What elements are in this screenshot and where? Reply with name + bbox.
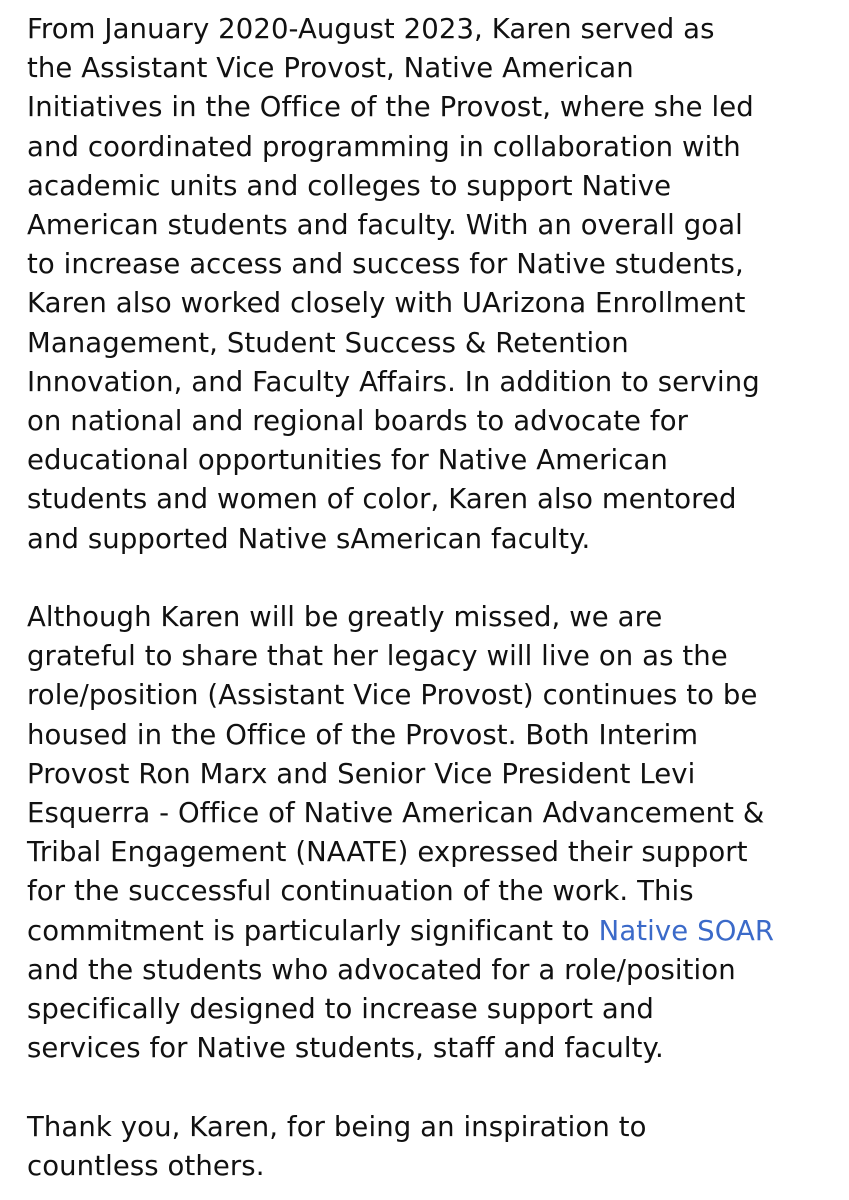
- paragraph-spacer: [27, 559, 837, 598]
- text-line: specifically designed to increase support and: [27, 993, 654, 1026]
- paragraph-spacer: [27, 1068, 837, 1107]
- text-line: grateful to share that her legacy will live on as the: [27, 640, 728, 673]
- text-line: housed in the Office of the Provost. Both Interim: [27, 718, 699, 751]
- link-prefix-text: commitment is particularly significant to: [27, 914, 599, 947]
- text-line: Esquerra - Office of Native American Advancement &: [27, 797, 765, 830]
- text-line: on national and regional boards to advocate for: [27, 405, 689, 438]
- text-line-with-link: [27, 912, 837, 951]
- paragraph-career-summary: [27, 10, 837, 559]
- text-line: Innovation, and Faculty Affairs. In addition to serving: [27, 365, 760, 398]
- text-line: and coordinated programming in collaboration with: [27, 130, 741, 163]
- text-line: and supported Native sAmerican faculty.: [27, 522, 591, 555]
- text-line: Management, Student Success & Retention: [27, 326, 629, 359]
- text-line: Provost Ron Marx and Senior Vice President Levi: [27, 757, 696, 790]
- post-body: [27, 10, 837, 1186]
- text-line: From January 2020-August 2023, Karen served as: [27, 13, 715, 45]
- text-line: and the students who advocated for a role/position: [27, 953, 736, 986]
- text-line: to increase access and success for Native students,: [27, 248, 744, 281]
- text-line: Karen also worked closely with UArizona Enrollment: [27, 287, 746, 320]
- text-line: Although Karen will be greatly missed, we are: [27, 601, 663, 634]
- native-soar-link[interactable]: Native SOAR: [598, 914, 775, 947]
- text-line: services for Native students, staff and faculty.: [27, 1032, 664, 1065]
- text-line: for the successful continuation of the work. This: [27, 875, 694, 908]
- text-line: Tribal Engagement (NAATE) expressed their support: [27, 836, 748, 869]
- text-line: students and women of color, Karen also mentored: [27, 483, 737, 516]
- text-line: academic units and colleges to support Native: [27, 169, 672, 202]
- paragraph-legacy: [27, 598, 837, 1068]
- text-line: American students and faculty. With an overall goal: [27, 209, 743, 242]
- text-line: the Assistant Vice Provost, Native American: [27, 52, 634, 85]
- text-line: educational opportunities for Native American: [27, 444, 668, 477]
- paragraph-thanks: [27, 1108, 837, 1186]
- text-line: countless others.: [27, 1149, 265, 1182]
- text-line: Thank you, Karen, for being an inspiration to: [27, 1110, 647, 1143]
- text-line: role/position (Assistant Vice Provost) continues to be: [27, 679, 758, 712]
- text-line: Initiatives in the Office of the Provost, where she led: [27, 91, 754, 124]
